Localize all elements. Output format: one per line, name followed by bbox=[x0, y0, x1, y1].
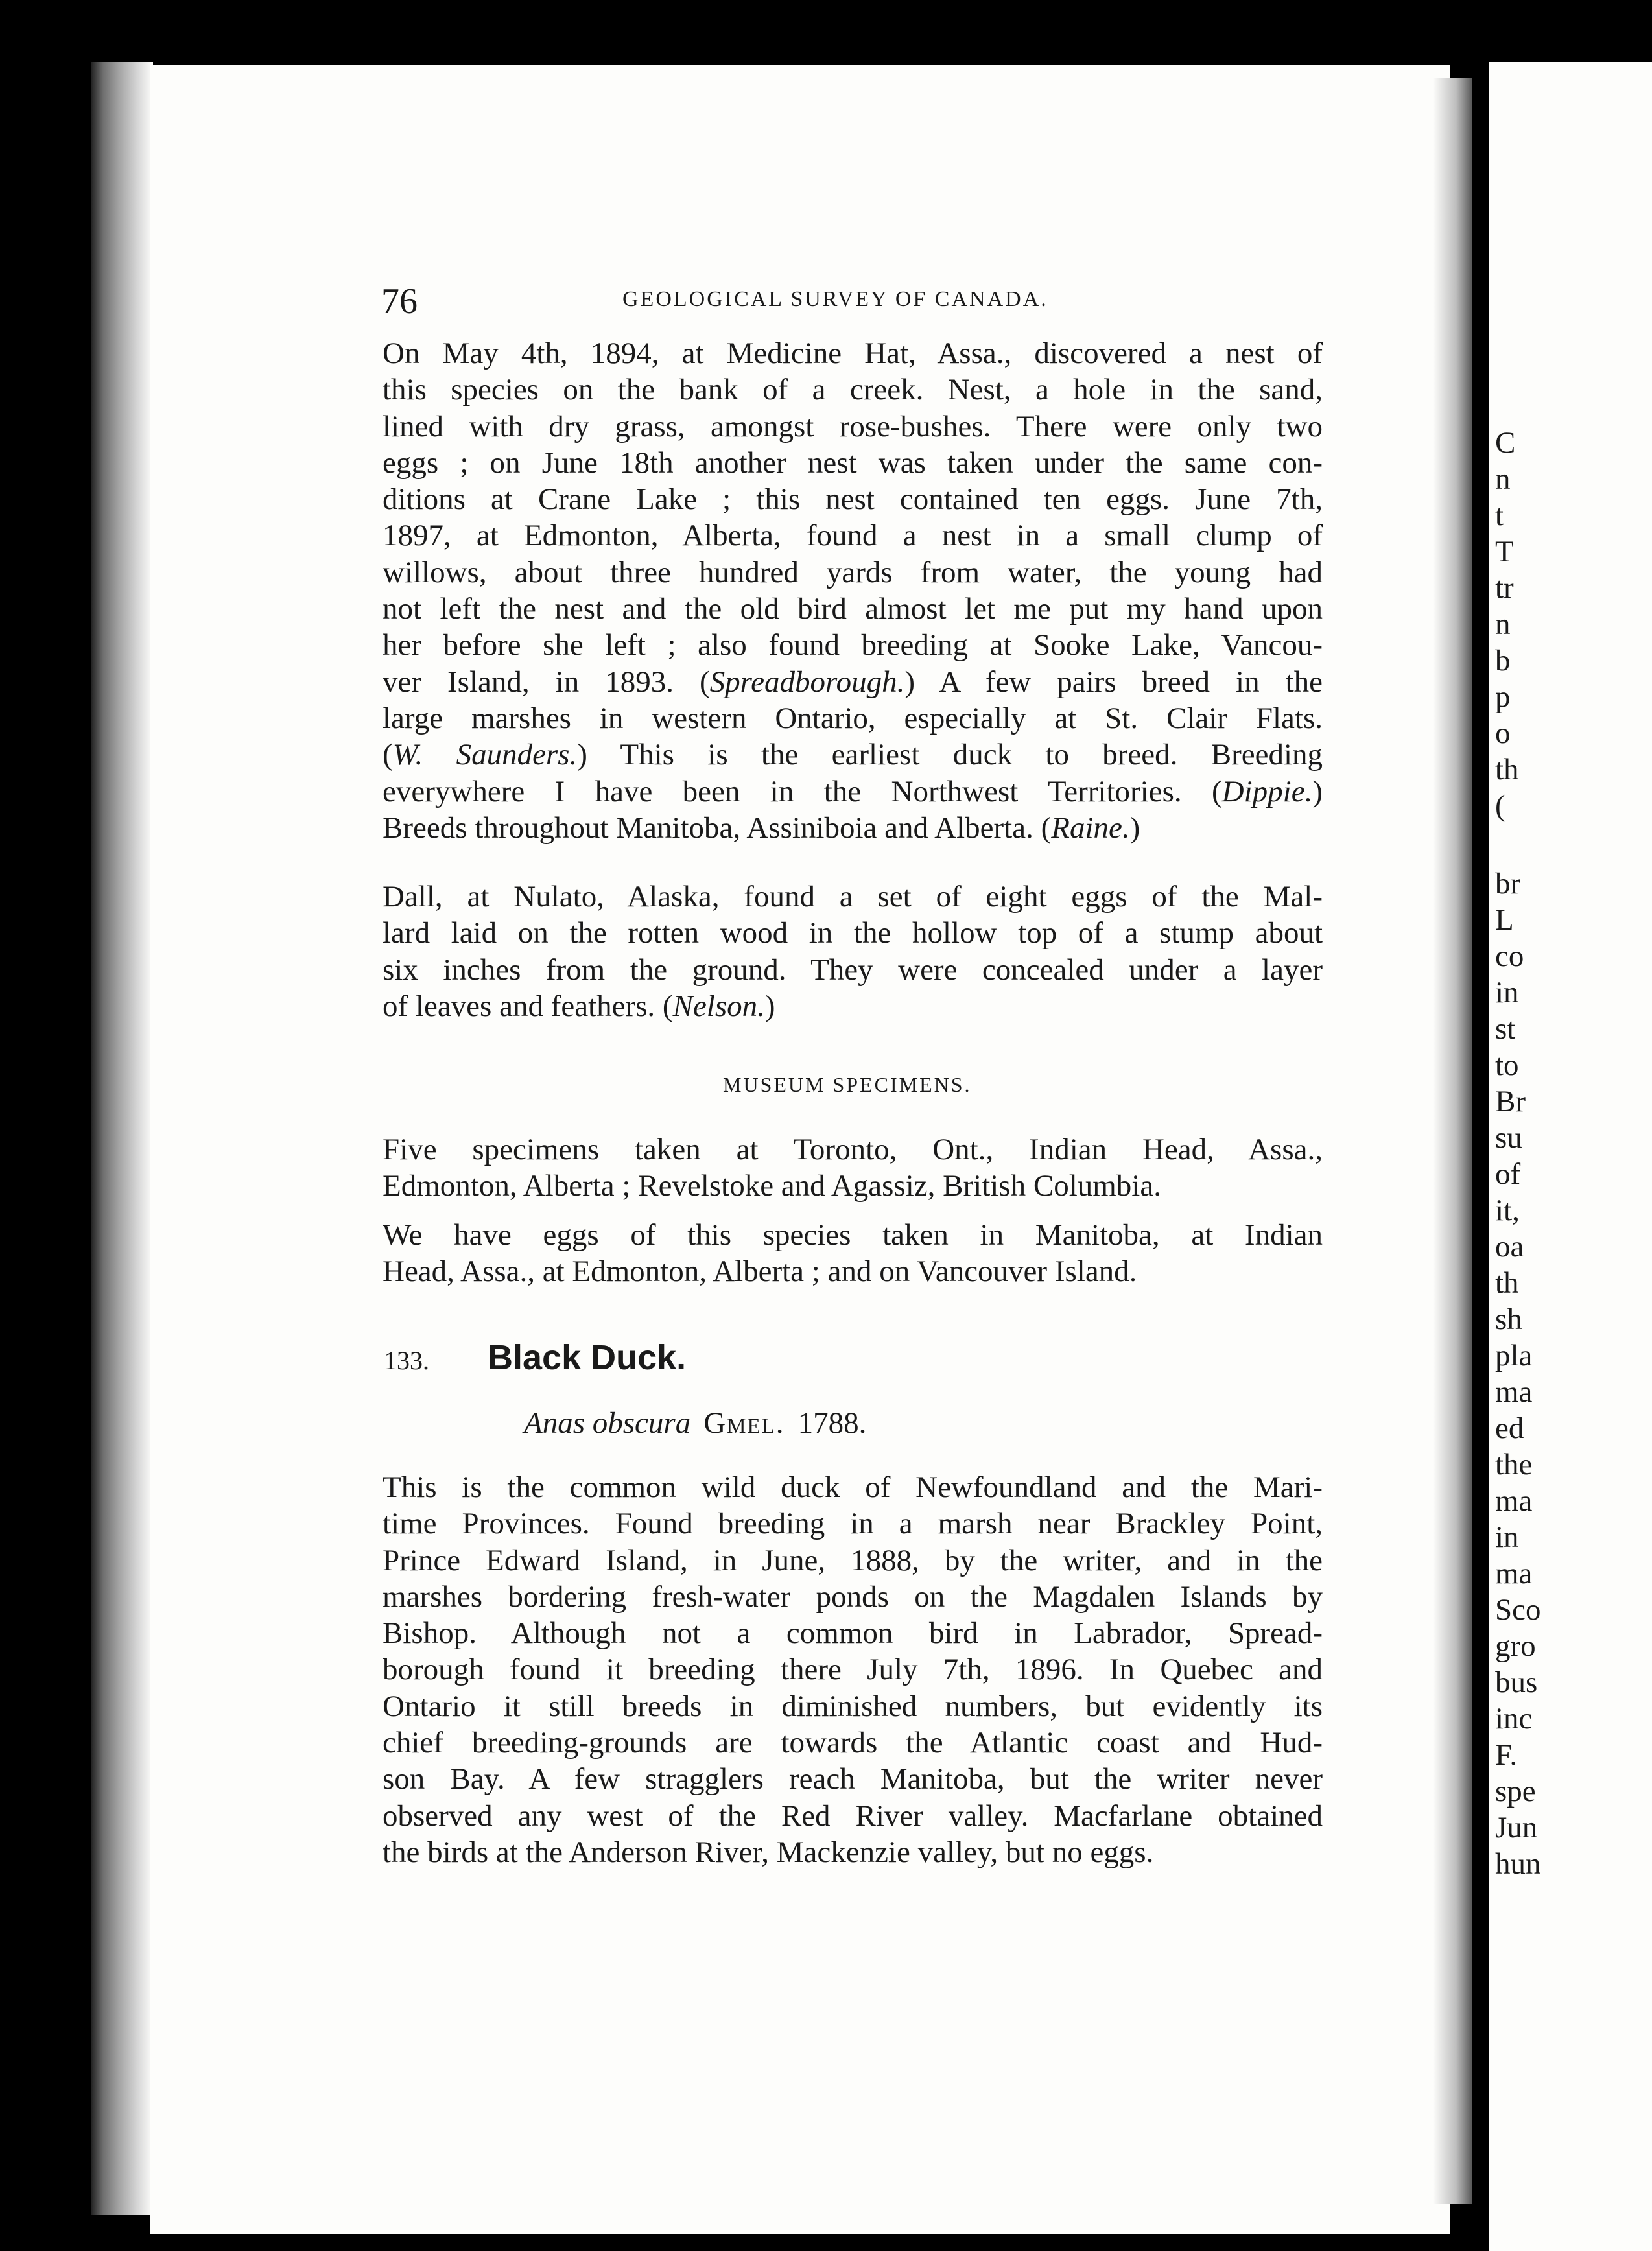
right-page-fragment: su bbox=[1495, 1121, 1522, 1155]
species-binomial bbox=[524, 1406, 866, 1441]
paragraph-eggs bbox=[383, 1217, 1323, 1290]
right-page-fragment: sh bbox=[1495, 1302, 1522, 1336]
page-fold-shadow bbox=[1433, 78, 1472, 2204]
right-page-fragment: st bbox=[1495, 1012, 1516, 1046]
right-page-fragment: ma bbox=[1495, 1557, 1533, 1590]
museum-heading-text: MUSEUM SPECIMENS. bbox=[723, 1073, 972, 1096]
right-page-fragment: L bbox=[1495, 903, 1514, 937]
right-page-fragment: n bbox=[1495, 462, 1511, 496]
right-page-fragment: ( bbox=[1495, 789, 1505, 823]
right-page-fragment: ed bbox=[1495, 1411, 1524, 1445]
right-page-fragment: pla bbox=[1495, 1339, 1533, 1373]
text-line: this species on the bank of a creek. Nest, a hole in the sand, bbox=[383, 373, 1323, 407]
paragraph-dall-nulato bbox=[383, 878, 1323, 1024]
right-page-fragment: br bbox=[1495, 867, 1521, 901]
year: 1788. bbox=[797, 1406, 867, 1440]
text-line: Prince Edward Island, in June, 1888, by the writer, and in the bbox=[383, 1543, 1323, 1577]
text-line: borough found it breeding there July 7th, 1896. In Quebec and bbox=[383, 1653, 1323, 1687]
text-line: son Bay. A few stragglers reach Manitoba, but the writer never bbox=[383, 1762, 1323, 1797]
right-page-fragment: of bbox=[1495, 1157, 1521, 1191]
text-line: six inches from the ground. They were concealed under a layer bbox=[383, 952, 1323, 987]
text-line: This is the common wild duck of Newfoundland and the Mari- bbox=[383, 1470, 1323, 1504]
paragraph-mallard-nesting bbox=[383, 335, 1323, 846]
right-page-fragment: Sco bbox=[1495, 1593, 1541, 1627]
right-page-fragment: b bbox=[1495, 644, 1511, 678]
text-line: Bishop. Although not a common bird in Labrador, Spread- bbox=[383, 1616, 1323, 1651]
page-number: 76 bbox=[381, 281, 418, 322]
right-page-fragment: hun bbox=[1495, 1847, 1541, 1881]
running-head: GEOLOGICAL SURVEY OF CANADA. bbox=[622, 287, 1048, 311]
right-page-fragment: n bbox=[1495, 607, 1511, 641]
right-page-fragment: oa bbox=[1495, 1230, 1524, 1264]
paragraph-black-duck bbox=[383, 1469, 1323, 1870]
right-page-fragment: it, bbox=[1495, 1194, 1520, 1227]
text-line: 1897, at Edmonton, Alberta, found a nest in a small clump of bbox=[383, 519, 1323, 553]
text-line: eggs ; on June 18th another nest was taken under the same con- bbox=[383, 445, 1323, 480]
text-line: the birds at the Anderson River, Mackenzie valley, but no eggs. bbox=[383, 1835, 1154, 1869]
right-page-text bbox=[1489, 62, 1652, 2251]
right-page-fragment: spe bbox=[1495, 1774, 1536, 1808]
right-page-fragment: Jun bbox=[1495, 1811, 1538, 1844]
text-line: of leaves and feathers. (Nelson.) bbox=[383, 989, 775, 1023]
text-line: Breeds throughout Manitoba, Assiniboia and Alberta. (Raine.) bbox=[383, 810, 1140, 845]
right-page-fragment: F. bbox=[1495, 1738, 1518, 1772]
right-page-fragment: Br bbox=[1495, 1085, 1526, 1118]
text-line: ditions at Crane Lake ; this nest contained ten eggs. June 7th, bbox=[383, 482, 1323, 517]
right-page-fragment: tr bbox=[1495, 571, 1514, 605]
right-page-fragment: the bbox=[1495, 1448, 1533, 1481]
text-line: We have eggs of this species taken in Manitoba, at Indian bbox=[383, 1218, 1323, 1252]
text-line: not left the nest and the old bird almost let me put my hand upon bbox=[383, 592, 1323, 626]
text-line: lard laid on the rotten wood in the hollow top of a stump about bbox=[383, 916, 1323, 950]
right-page-fragment: t bbox=[1495, 499, 1504, 532]
text-line: Dall, at Nulato, Alaska, found a set of eight eggs of the Mal- bbox=[383, 880, 1323, 913]
right-page-fragment: ma bbox=[1495, 1484, 1533, 1518]
right-page-fragment: p bbox=[1495, 680, 1511, 714]
right-page-fragment: bus bbox=[1495, 1666, 1538, 1699]
text-line: Ontario it still breeds in diminished numbers, but evidently its bbox=[383, 1689, 1323, 1723]
right-page-fragment: ma bbox=[1495, 1375, 1533, 1409]
right-page-fragment: o bbox=[1495, 716, 1511, 750]
text-line: lined with dry grass, amongst rose-bushes. There were only two bbox=[383, 409, 1323, 443]
text-line: everywhere I have been in the Northwest Territories. (Dippie.) bbox=[383, 774, 1323, 808]
scientific-name: Anas obscura bbox=[524, 1406, 691, 1440]
text-line: (W. Saunders.) This is the earliest duck to breed. Breeding bbox=[383, 738, 1323, 772]
text-line: On May 4th, 1894, at Medicine Hat, Assa., discovered a nest of bbox=[383, 336, 1323, 370]
right-page-fragment: inc bbox=[1495, 1702, 1533, 1736]
right-page-fragment: th bbox=[1495, 1266, 1519, 1300]
binding-shadow bbox=[91, 62, 153, 2215]
text-line: her before she left ; also found breeding at Sooke Lake, Vancou- bbox=[383, 628, 1323, 663]
right-page-fragment: in bbox=[1495, 1520, 1519, 1554]
text-line: marshes bordering fresh-water ponds on the Magdalen Islands by bbox=[383, 1579, 1323, 1614]
right-page-fragment: T bbox=[1495, 535, 1514, 569]
right-page-fragment: th bbox=[1495, 753, 1519, 786]
paragraph-specimens bbox=[383, 1131, 1323, 1205]
text-line: large marshes in western Ontario, especially at St. Clair Flats. bbox=[383, 701, 1323, 735]
right-page-fragment: to bbox=[1495, 1048, 1519, 1082]
right-page-fragment: gro bbox=[1495, 1629, 1536, 1663]
text-line: time Provinces. Found breeding in a marsh near Brackley Point, bbox=[383, 1507, 1323, 1541]
right-page-fragment: in bbox=[1495, 976, 1519, 1009]
species-name: Black Duck. bbox=[488, 1338, 687, 1377]
text-line: Five specimens taken at Toronto, Ont., Indian Head, Assa., bbox=[383, 1133, 1323, 1166]
text-line: observed any west of the Red River valley. Macfarlane obtained bbox=[383, 1798, 1323, 1833]
text-line: Head, Assa., at Edmonton, Alberta ; and on Vancouver Island. bbox=[383, 1255, 1137, 1289]
right-page-fragment: C bbox=[1495, 426, 1516, 460]
text-line: ver Island, in 1893. (Spreadborough.) A few pairs breed in the bbox=[383, 665, 1323, 699]
text-line: Edmonton, Alberta ; Revelstoke and Agassiz, British Columbia. bbox=[383, 1169, 1161, 1203]
text-line: willows, about three hundred yards from water, the young had bbox=[383, 555, 1323, 589]
species-number: 133. bbox=[384, 1346, 429, 1375]
text-line: chief breeding-grounds are towards the Atlantic coast and Hud- bbox=[383, 1726, 1323, 1760]
authority: Gmel. bbox=[703, 1406, 785, 1440]
right-page-fragment: co bbox=[1495, 939, 1524, 973]
